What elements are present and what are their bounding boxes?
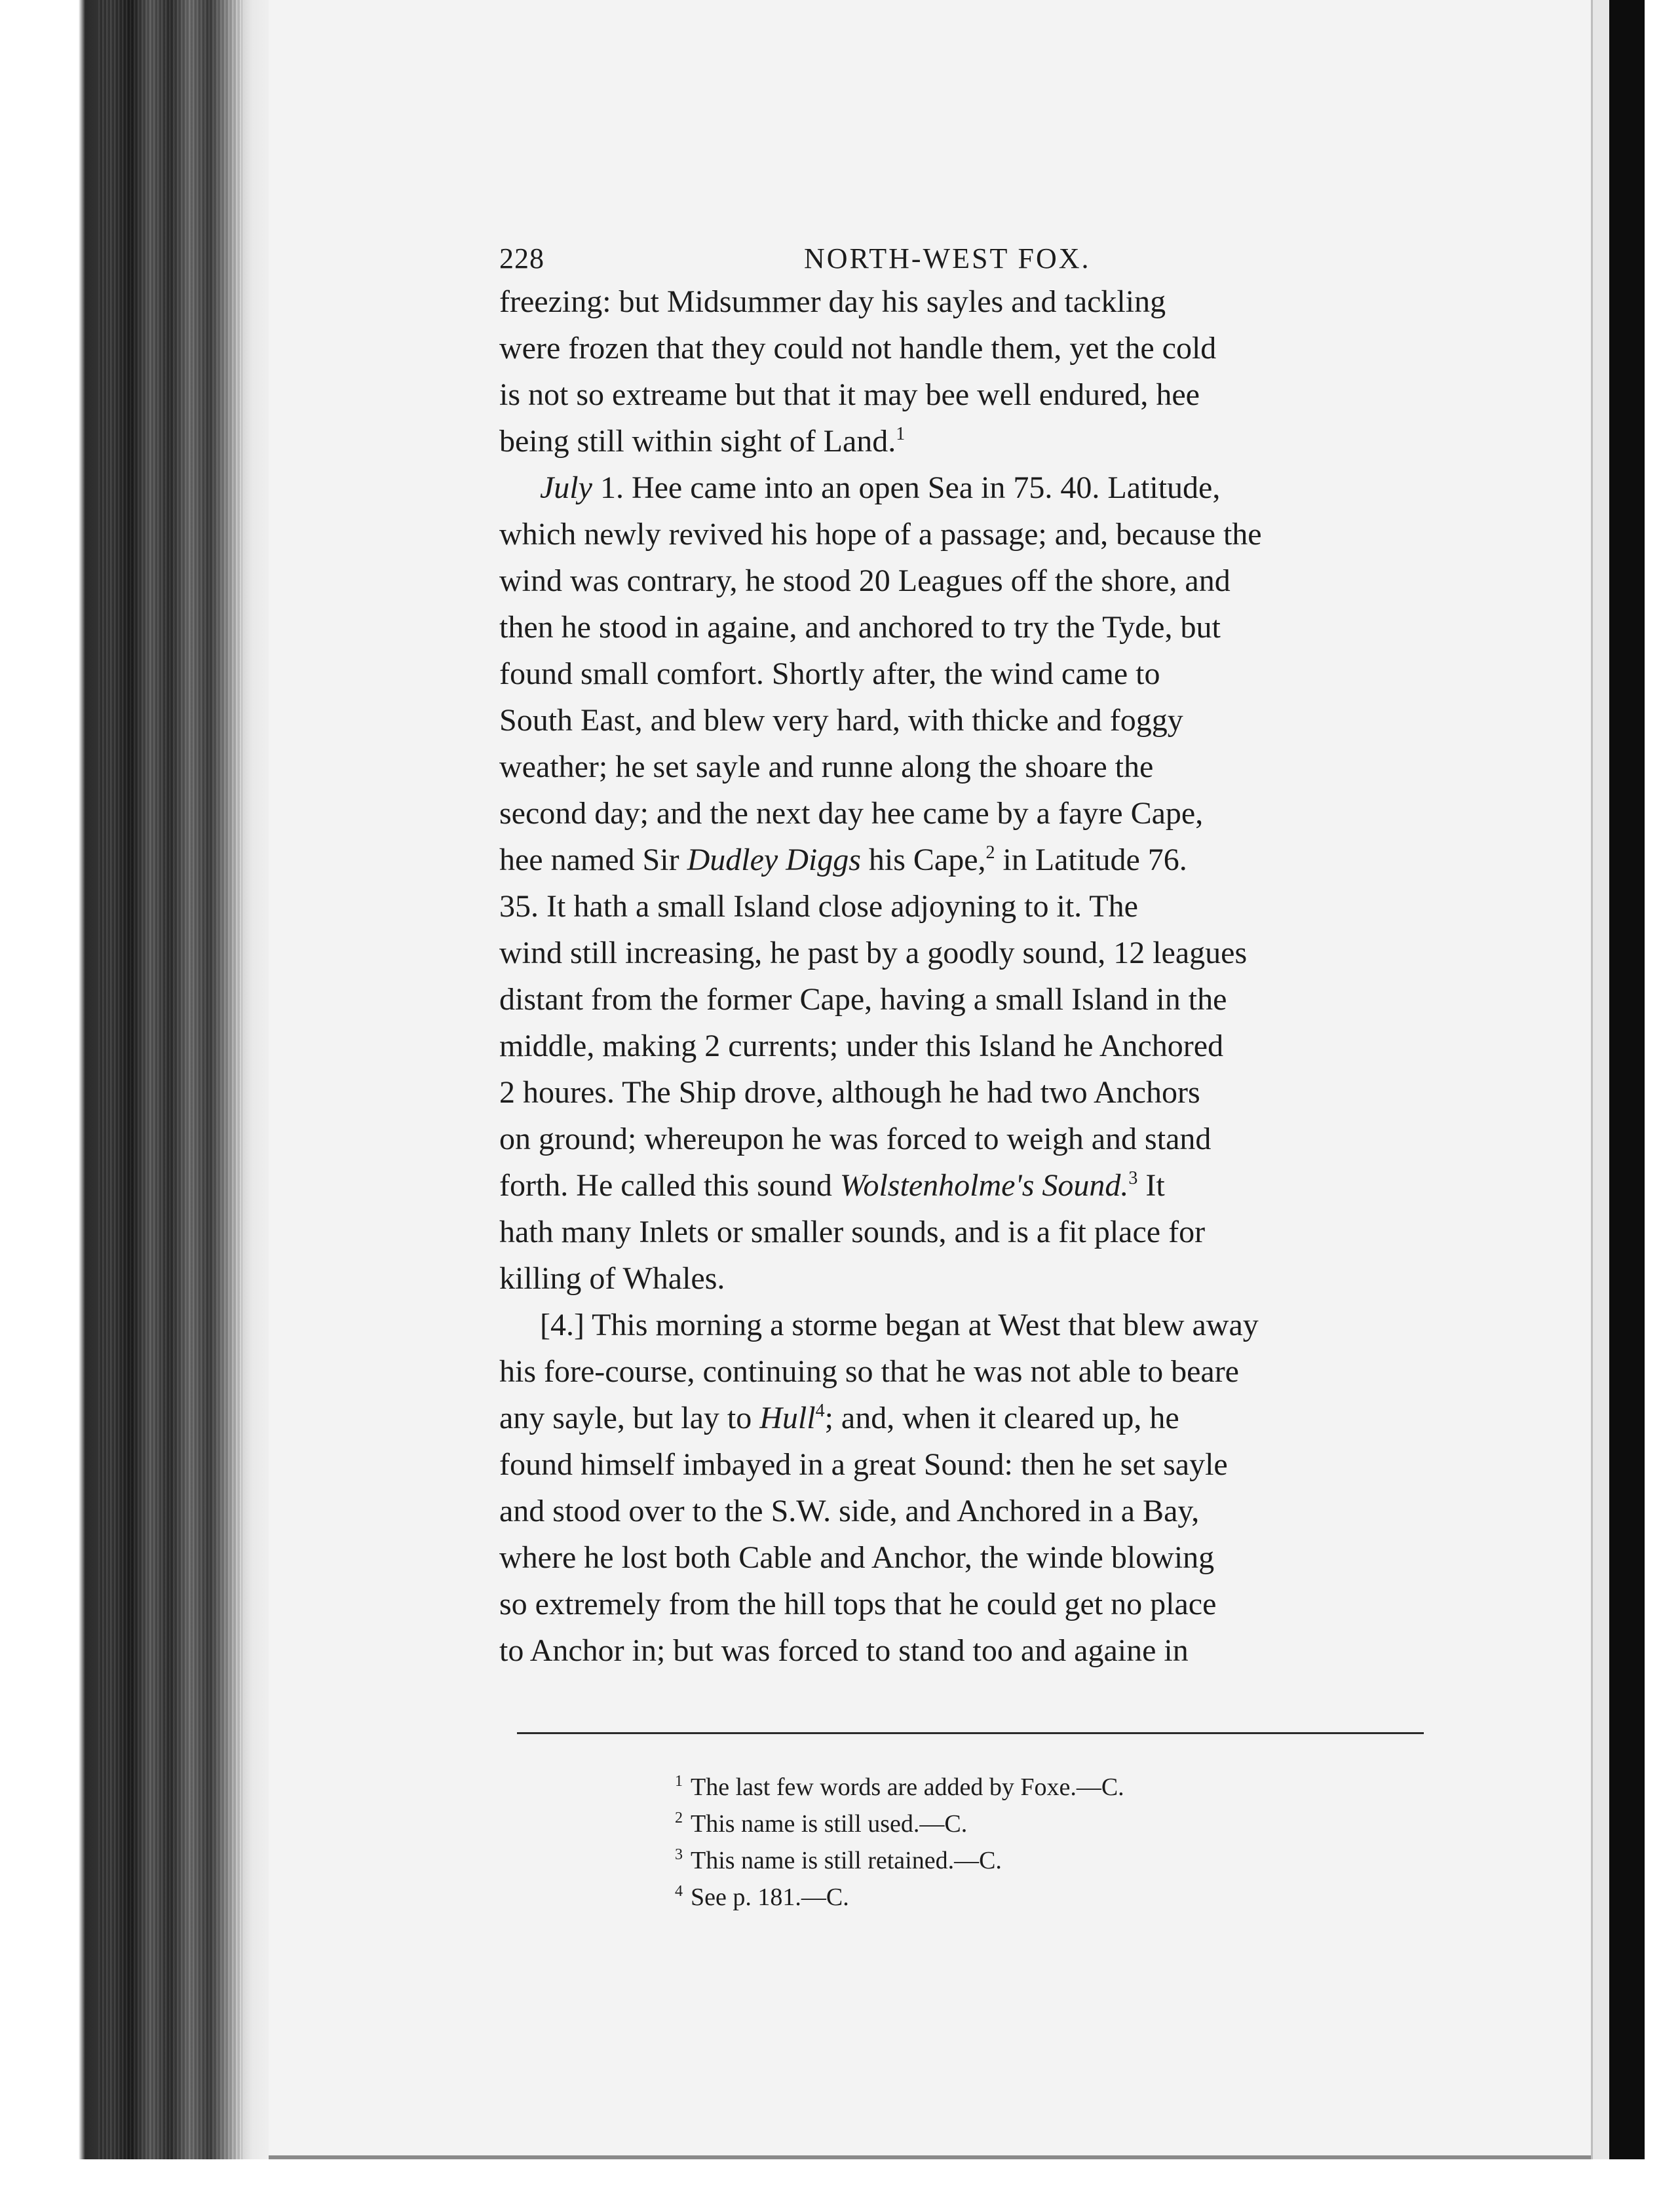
text-line: is not so extreame but that it may bee well endured, hee <box>499 377 1200 412</box>
footnote-ref: 2 <box>985 842 995 863</box>
footnote-text: The last few words are added by Foxe.—C. <box>691 1773 1124 1801</box>
text-fragment: any sayle, but lay to <box>499 1401 760 1435</box>
page-content <box>499 233 1418 1674</box>
text-line: found himself imbayed in a great Sound: then he set sayle <box>499 1447 1228 1482</box>
text-line <box>499 837 1418 883</box>
footnote-mark: 3 <box>675 1846 683 1863</box>
footnote-text: See p. 181.—C. <box>691 1884 849 1911</box>
text-fragment: in Latitude 76. <box>995 842 1187 877</box>
text-line: to Anchor in; but was forced to stand too and againe in <box>499 1633 1189 1668</box>
text-line: hath many Inlets or smaller sounds, and is a fit place for <box>499 1215 1206 1249</box>
text-line: [4.] This morning a storme began at West that blew away <box>540 1308 1259 1342</box>
text-line: second day; and the next day hee came by a fayre Cape, <box>499 796 1204 831</box>
text-line: distant from the former Cape, having a small Island in the <box>499 982 1227 1017</box>
text-fragment: 1. Hee came into an open Sea in 75. 40. Latitude, <box>592 470 1221 505</box>
text-line: on ground; whereupon he was forced to weigh and stand <box>499 1122 1212 1156</box>
date-july: July <box>540 470 592 505</box>
paragraph-1 <box>499 278 1418 464</box>
text-line: 35. It hath a small Island close adjoyning to it. The <box>499 889 1138 924</box>
text-line: middle, making 2 currents; under this Island he Anchored <box>499 1029 1224 1063</box>
text-fragment: hee named Sir <box>499 842 687 877</box>
scan-margin <box>1645 0 1680 2196</box>
footnote-text: This name is still used.—C. <box>691 1810 968 1838</box>
footnote-mark: 4 <box>675 1883 683 1900</box>
running-title: NORTH-WEST FOX. <box>804 242 1091 274</box>
footnote <box>675 1806 1124 1842</box>
running-head <box>499 233 1418 278</box>
text-fragment: his Cape, <box>860 842 986 877</box>
text-line: and stood over to the S.W. side, and Anchored in a Bay, <box>499 1494 1200 1528</box>
text-fragment: forth. He called this sound <box>499 1168 840 1203</box>
text-line: weather; he set sayle and runne along the shoare the <box>499 749 1154 784</box>
scan-dark-border <box>1609 0 1645 2196</box>
text-line: South East, and blew very hard, with thicke and foggy <box>499 703 1183 738</box>
footnote-ref: 1 <box>896 424 906 444</box>
facing-page-edge <box>1591 0 1611 2196</box>
text-line: freezing: but Midsummer day his sayles and tackling <box>499 284 1166 319</box>
text-line: killing of Whales. <box>499 1261 725 1296</box>
page-number: 228 <box>499 242 544 274</box>
footnote-mark: 2 <box>675 1809 683 1827</box>
text-line: wind was contrary, he stood 20 Leagues off the shore, and <box>499 563 1231 598</box>
text-line: were frozen that they could not handle them, yet the cold <box>499 331 1217 366</box>
book-page-stack-edge <box>0 0 275 2196</box>
text-line: which newly revived his hope of a passage; and, because the <box>499 517 1262 552</box>
footnote <box>675 1842 1124 1879</box>
text-line: wind still increasing, he past by a goodly sound, 12 leagues <box>499 936 1248 970</box>
text-line <box>499 1395 1418 1441</box>
footnote-ref: 4 <box>815 1401 825 1421</box>
text-line: his fore-course, continuing so that he was not able to beare <box>499 1354 1239 1389</box>
text-fragment: ; and, when it cleared up, he <box>824 1401 1179 1435</box>
footnote-rule <box>517 1732 1424 1734</box>
text-line <box>499 464 1418 511</box>
paragraph-2 <box>499 464 1418 1302</box>
scan-bottom-margin <box>0 2159 1680 2196</box>
text-line: found small comfort. Shortly after, the wind came to <box>499 656 1160 691</box>
text-line: where he lost both Cable and Anchor, the winde blowing <box>499 1540 1215 1575</box>
word-hull: Hull <box>759 1401 816 1435</box>
paragraph-3 <box>499 1302 1418 1674</box>
footnote-ref: 3 <box>1128 1168 1138 1188</box>
text-line: so extremely from the hill tops that he could get no place <box>499 1587 1217 1621</box>
footnote <box>675 1879 1124 1916</box>
text-line: then he stood in againe, and anchored to try the Tyde, but <box>499 610 1221 645</box>
text-fragment: being still within sight of Land. <box>499 424 896 459</box>
text-line: 2 houres. The Ship drove, although he had two Anchors <box>499 1075 1200 1110</box>
footnote <box>675 1769 1124 1806</box>
footnotes <box>675 1769 1124 1916</box>
footnote-mark: 1 <box>675 1773 683 1790</box>
name-dudley-diggs: Dudley Diggs <box>687 842 861 877</box>
text-line <box>499 418 1418 464</box>
text-fragment: It <box>1137 1168 1165 1203</box>
text-line <box>499 1162 1418 1209</box>
name-wolstenholmes-sound: Wolstenholme's Sound. <box>839 1168 1129 1203</box>
footnote-text: This name is still retained.—C. <box>691 1847 1002 1874</box>
